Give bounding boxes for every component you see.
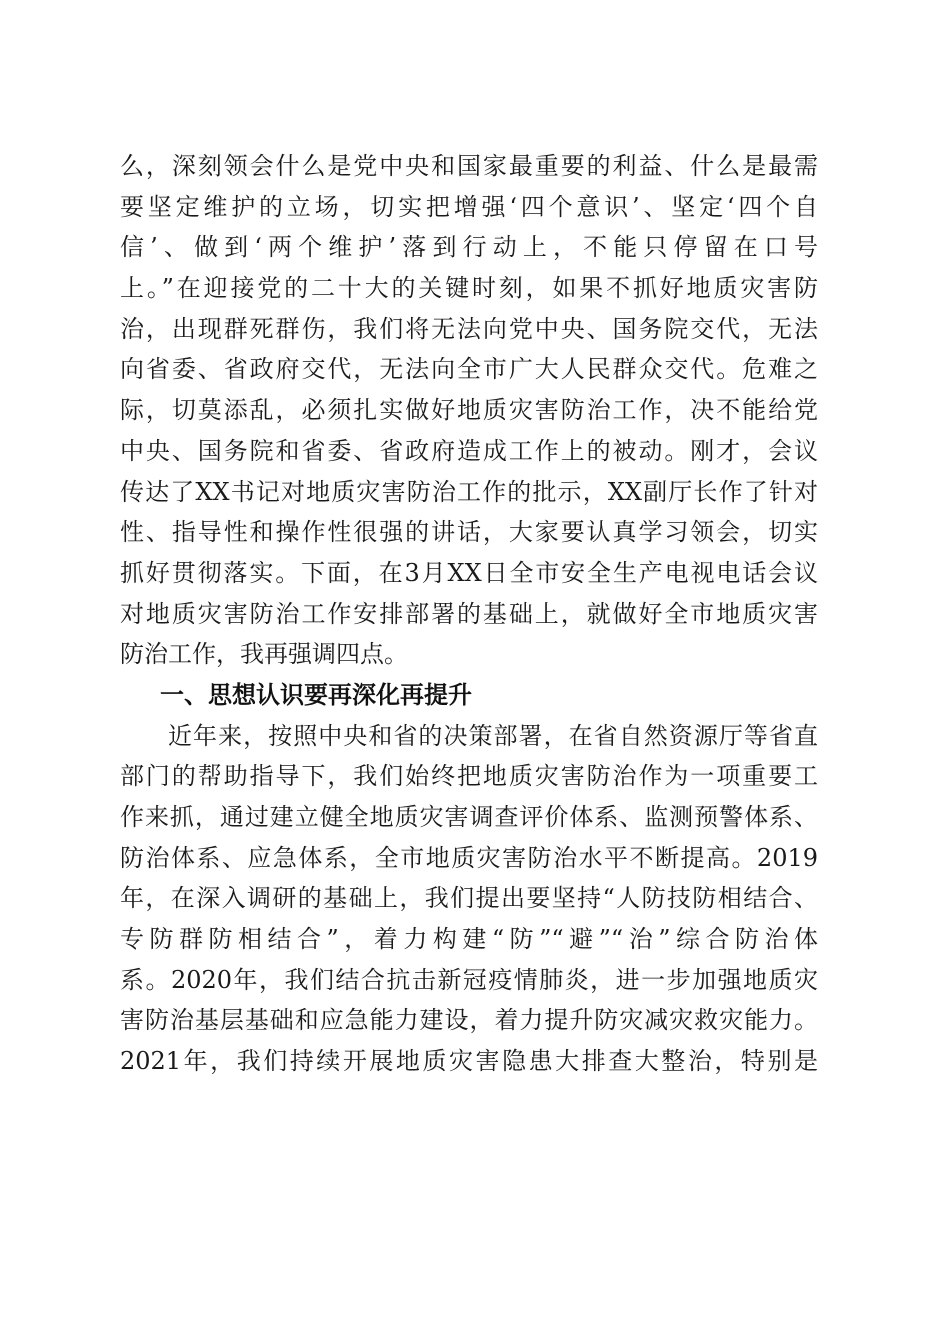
- paragraph-1-line-3: 信’、做到‘两个维护’落到行动上，不能只停留在口号: [120, 233, 818, 262]
- paragraph-2-line-8: 害防治基层基础和应急能力建设，着力提升防灾减灾救灾能力。: [120, 1006, 818, 1035]
- paragraph-1-line-11: 抓好贯彻落实。下面，在3月XX日全市安全生产电视电话会议: [120, 558, 818, 587]
- paragraph-1-line-1: 么，深刻领会什么是党中央和国家最重要的利益、什么是最需: [120, 152, 818, 180]
- paragraph-1-line-9: 传达了XX书记对地质灾害防治工作的批示，XX副厅长作了针对: [120, 477, 818, 506]
- paragraph-1-line-8: 中央、国务院和省委、省政府造成工作上的被动。刚才，会议: [120, 436, 818, 465]
- paragraph-1-line-5: 治，出现群死群伤，我们将无法向党中央、国务院交代，无法: [120, 314, 818, 343]
- paragraph-1-line-2: 要坚定维护的立场，切实把增强‘四个意识’、坚定‘四个自: [120, 192, 818, 221]
- paragraph-2-line-7: 系。2020年，我们结合抗击新冠疫情肺炎，进一步加强地质灾: [120, 965, 818, 994]
- paragraph-2-line-1: 近年来，按照中央和省的决策部署，在省自然资源厅等省直: [168, 721, 818, 750]
- paragraph-1-line-10: 性、指导性和操作性很强的讲话，大家要认真学习领会，切实: [120, 518, 818, 547]
- paragraph-2-line-9: 2021年，我们持续开展地质灾害隐患大排查大整治，特别是: [120, 1047, 818, 1076]
- section-heading: 一、思想认识要再深化再提升: [160, 680, 472, 709]
- paragraph-2-line-5: 年，在深入调研的基础上，我们提出要坚持“人防技防相结合、: [120, 884, 818, 913]
- paragraph-2-line-3: 作来抓，通过建立健全地质灾害调查评价体系、监测预警体系、: [120, 803, 818, 831]
- document-body: [120, 146, 818, 1082]
- paragraph-2-line-6: 专防群防相结合”，着力构建“防”“避”“治”综合防治体: [120, 925, 818, 954]
- paragraph-2-line-4: 防治体系、应急体系，全市地质灾害防治水平不断提高。2019: [120, 843, 818, 872]
- paragraph-1-line-6: 向省委、省政府交代，无法向全市广大人民群众交代。危难之: [120, 355, 818, 384]
- paragraph-1-line-13: 防治工作，我再强调四点。: [120, 640, 408, 669]
- paragraph-2-line-2: 部门的帮助指导下，我们始终把地质灾害防治作为一项重要工: [120, 762, 818, 791]
- paragraph-1-line-4: 上。”在迎接党的二十大的关键时刻，如果不抓好地质灾害防: [120, 274, 818, 303]
- paragraph-1-line-12: 对地质灾害防治工作安排部署的基础上，就做好全市地质灾害: [120, 599, 818, 628]
- paragraph-1-line-7: 际，切莫添乱，必须扎实做好地质灾害防治工作，决不能给党: [120, 396, 818, 425]
